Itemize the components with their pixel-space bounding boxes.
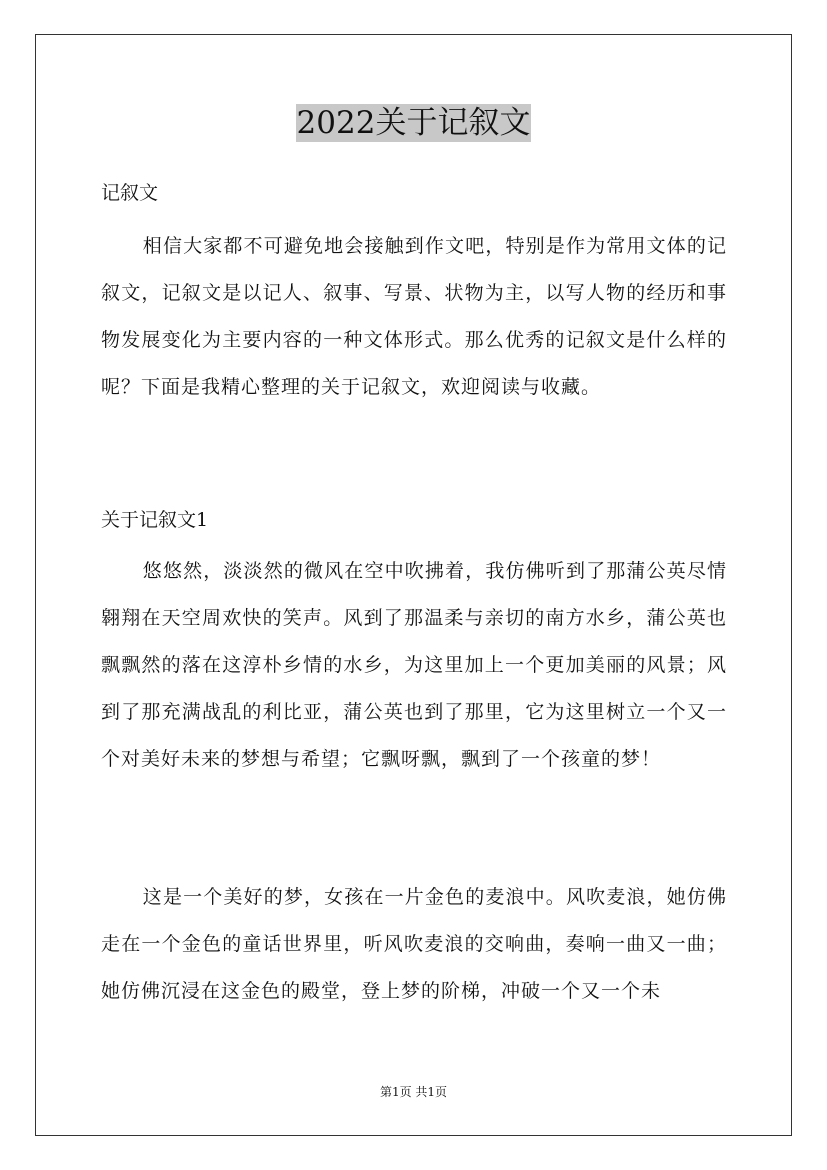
section-heading-essay-1: 关于记叙文1	[101, 509, 209, 531]
intro-paragraph: 相信大家都不可避免地会接触到作文吧，特别是作为常用文体的记叙文，记叙文是以记人、叙事、写景、状物为主，以写人物的经历和事物发展变化为主要内容的一种文体形式。那么优秀的记叙文是什么样的呢？下面是我精心整理的关于记叙文，欢迎阅读与收藏。	[101, 235, 727, 398]
document-title: 2022关于记叙文	[296, 105, 531, 141]
page-footer: 第1页 共1页	[379, 1085, 448, 1099]
essay-paragraph-1: 悠悠然，淡淡然的微风在空中吹拂着，我仿佛听到了那蒲公英尽情翱翔在天空周欢快的笑声。风到了那温柔与亲切的南方水乡，蒲公英也飘飘然的落在这淳朴乡情的水乡，为这里加上一个更加美丽的风景；风到了那充满战乱的利比亚，蒲公英也到了那里，它为这里树立一个又一个对美好未来的梦想与希望；它飘呀飘，飘到了一个孩童的梦！	[101, 560, 727, 770]
section-heading-jixuwen: 记叙文	[101, 182, 159, 204]
essay-paragraph-2: 这是一个美好的梦，女孩在一片金色的麦浪中。风吹麦浪，她仿佛走在一个金色的童话世界里，听风吹麦浪的交响曲，奏响一曲又一曲；她仿佛沉浸在这金色的殿堂，登上梦的阶梯，冲破一个又一个未	[101, 886, 727, 1002]
title-container	[0, 104, 827, 142]
